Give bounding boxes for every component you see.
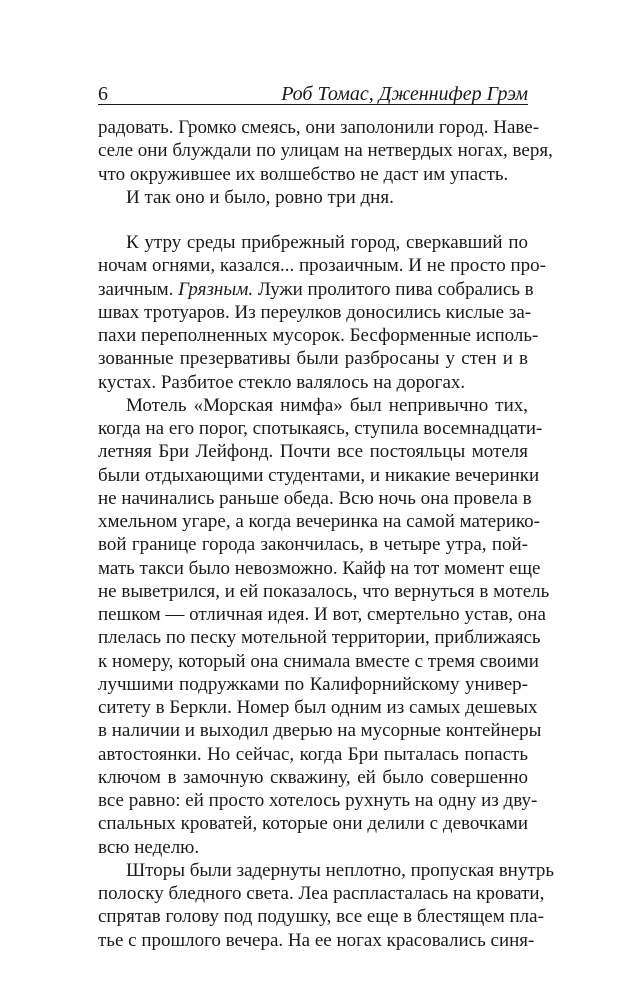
- text-line: лучшими подружками по Калифорнийскому универ-: [98, 673, 528, 695]
- text-line: [98, 278, 534, 301]
- text-line: автостоянки. Но сейчас, когда Бри пыталась попасть: [98, 743, 528, 765]
- text-line: спальных кроватей, которые они делили с девочками: [98, 813, 528, 835]
- text-fragment: Лужи пролитого пива собрались в: [257, 278, 534, 300]
- text-line: И так оно и было, ровно три дня.: [126, 186, 394, 208]
- text-line: зованные презервативы были разбросаны у стен и в: [98, 348, 528, 370]
- text-line: ситету в Беркли. Номер был одним из самых дешевых: [98, 697, 538, 718]
- page-number: 6: [98, 83, 108, 105]
- text-line: полоску бледного света. Леа распласталась на кровати,: [98, 883, 545, 904]
- text-line: всю неделю.: [98, 836, 200, 858]
- text-line: мать такси было невозможно. Кайф на тот момент еще: [98, 557, 541, 579]
- running-title: Роб Томас, Дженнифер Грэм: [281, 83, 528, 105]
- text-line: летняя Бри Лейфонд. Почти все постояльцы мотеля: [98, 441, 528, 463]
- italic-emphasis: Грязным.: [178, 278, 254, 300]
- text-line: плелась по песку мотельной территории, приближаясь: [98, 627, 541, 649]
- text-fragment: заичным.: [98, 278, 174, 300]
- text-line: спрятав голову под подушку, все еще в блестящем пла-: [98, 906, 544, 928]
- text-line: ночам огнями, казался... прозаичным. И не просто про-: [98, 255, 546, 277]
- text-line: не выветрился, и ей показалось, что вернуться в мотель: [98, 580, 550, 602]
- text-line: не начинались раньше обеда. Всю ночь она провела в: [98, 487, 532, 509]
- text-line: хмельном угаре, а когда вечеринка на самой материко-: [98, 511, 540, 532]
- text-line: вой границе города закончилась, в четыре утра, пой-: [98, 534, 528, 556]
- section-gap: [98, 209, 528, 231]
- text-line: радовать. Громко смеясь, они заполонили город. Наве-: [98, 117, 540, 138]
- text-line: что окружившее их волшебство не даст им упасть.: [98, 163, 509, 185]
- running-header: [98, 76, 528, 106]
- text-line: к номеру, который она снимала вместе с тремя своими: [98, 650, 539, 672]
- text-line: ключом в замочную скважину, ей было совершенно: [98, 766, 528, 788]
- text-line: селе они блуждали по улицам на нетвердых ногах, веря,: [98, 140, 553, 162]
- text-line: Мотель «Морская нимфа» был непривычно тих,: [126, 394, 528, 416]
- text-line: все равно: ей просто хотелось рухнуть на одну из дву-: [98, 790, 538, 811]
- text-line: пахи переполненных мусорок. Бесформенные исполь-: [98, 325, 539, 346]
- text-line: в наличии и выходил дверью на мусорные контейнеры: [98, 720, 542, 742]
- text-line: когда на его порог, спотыкаясь, ступила восемнадцати-: [98, 418, 543, 439]
- text-line: Шторы были задернуты неплотно, пропуская внутрь: [126, 859, 555, 881]
- text-line: кустах. Разбитое стекло валялось на дорогах.: [98, 371, 466, 393]
- header-rule: [98, 104, 528, 105]
- text-line: швах тротуаров. Из переулков доносились кислые за-: [98, 301, 532, 323]
- body-text: [98, 116, 555, 952]
- text-line: тье с прошлого вечера. На ее ногах красовались синя-: [98, 929, 535, 951]
- text-line: К утру среды прибрежный город, сверкавший по: [126, 232, 528, 253]
- text-line: были отдыхающими студентами, и никакие вечеринки: [98, 464, 540, 486]
- text-line: пешком — отличная идея. И вот, смертельно устав, она: [98, 604, 546, 625]
